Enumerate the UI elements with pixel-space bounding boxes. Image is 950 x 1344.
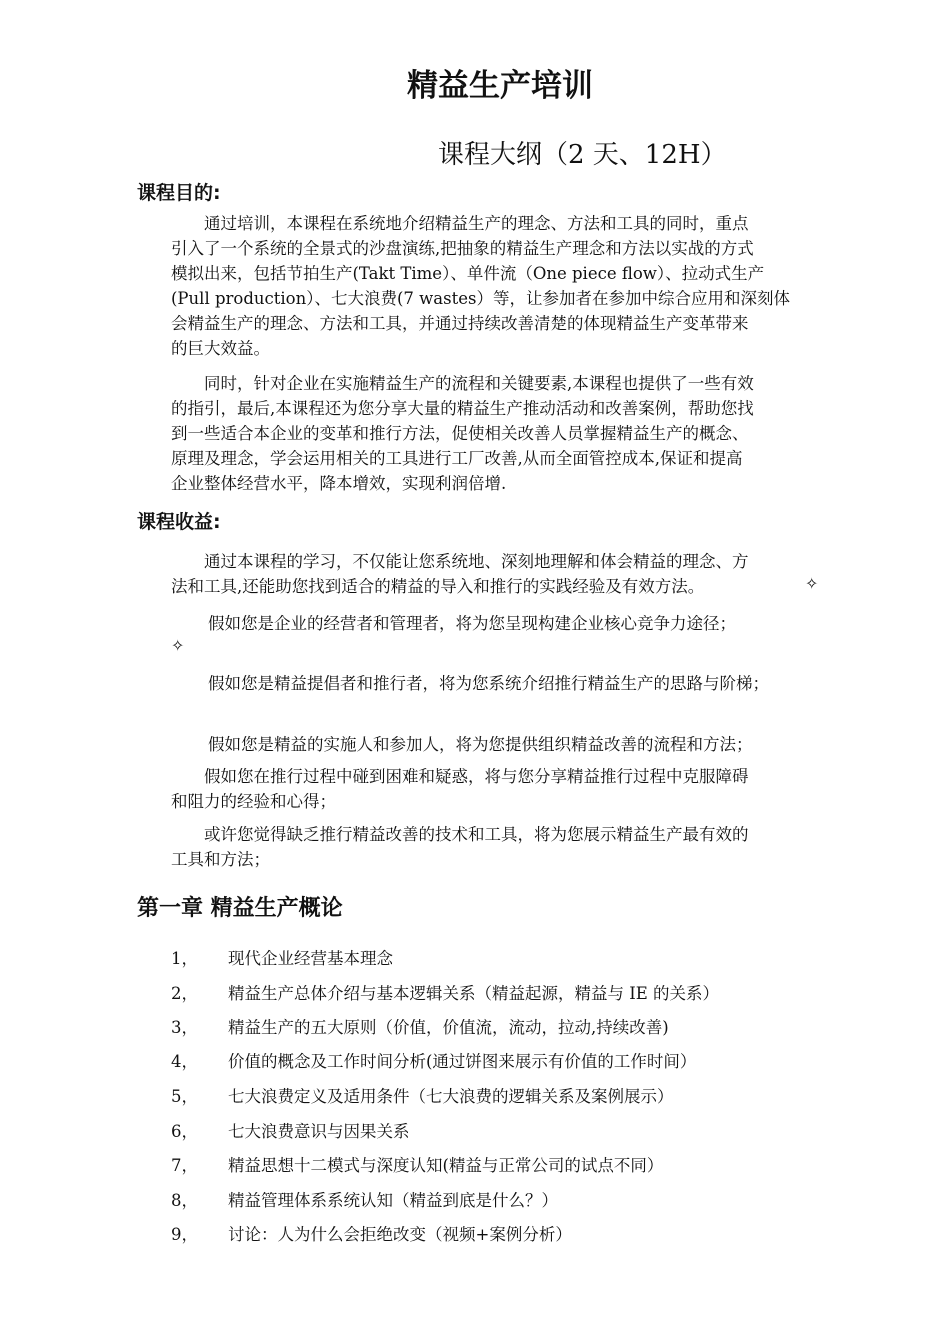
text-line: 和阻力的经验和心得； [171, 792, 336, 811]
list-item-text: 精益生产总体介绍与基本逻辑关系（精益起源，精益与 IE 的关系） [228, 984, 720, 1003]
list-item-text: 七大浪费意识与因果关系 [228, 1122, 410, 1141]
text-line: 同时，针对企业在实施精益生产的流程和关键要素,本课程也提供了一些有效 [204, 374, 754, 393]
list-item-text: 七大浪费定义及适用条件（七大浪费的逻辑关系及案例展示） [228, 1087, 674, 1106]
list-item-number: 8， [171, 1191, 198, 1210]
list-item-text: 现代企业经营基本理念 [228, 949, 393, 968]
list-item-number: 3， [171, 1018, 198, 1037]
list-item-number: 9， [171, 1225, 198, 1244]
list-item-text: 精益管理体系系统认知（精益到底是什么？） [228, 1191, 558, 1210]
benefit-item-multiline [171, 764, 861, 814]
benefit-item: 假如您是精益的实施人和参加人，将为您提供组织精益改善的流程和方法； [208, 735, 753, 754]
list-item-number: 6， [171, 1122, 198, 1141]
list-item-number: 1， [171, 949, 198, 968]
text-line: 到一些适合本企业的变革和推行方法，促使相关改善人员掌握精益生产的概念、 [171, 424, 749, 443]
objective-paragraph-1 [171, 211, 861, 361]
list-item-number: 2， [171, 984, 198, 1003]
text-line: 假如您在推行过程中碰到困难和疑惑，将与您分享精益推行过程中克服障碍 [204, 767, 749, 786]
text-line: 通过培训，本课程在系统地介绍精益生产的理念、方法和工具的同时，重点 [204, 214, 749, 233]
list-item-number: 5， [171, 1087, 198, 1106]
text-line: 原理及理念，学会运用相关的工具进行工厂改善,从而全面管控成本,保证和提高 [171, 449, 743, 468]
benefit-item: 假如您是精益提倡者和推行者，将为您系统介绍推行精益生产的思路与阶梯； [208, 674, 769, 693]
chapter-title: 第一章 精益生产概论 [137, 896, 343, 921]
objective-paragraph-2 [171, 371, 861, 496]
objective-heading: 课程目的: [137, 182, 221, 204]
text-line: 引入了一个系统的全景式的沙盘演练,把抽象的精益生产理念和方法以实战的方式 [171, 239, 754, 258]
list-item-number: 7， [171, 1156, 198, 1175]
text-line: 模拟出来，包括节拍生产(Takt Time）、单件流（One piece flow）、拉动式生产 [171, 264, 765, 283]
text-line: 或许您觉得缺乏推行精益改善的技术和工具，将为您展示精益生产最有效的 [204, 825, 749, 844]
benefit-item-multiline [171, 822, 861, 872]
list-item-text: 价值的概念及工作时间分析(通过饼图来展示有价值的工作时间） [228, 1052, 697, 1071]
text-line: 通过本课程的学习，不仅能让您系统地、深刻地理解和体会精益的理念、方 [204, 552, 749, 571]
text-line: 会精益生产的理念、方法和工具，并通过持续改善清楚的体现精益生产变革带来 [171, 314, 749, 333]
list-item-number: 4， [171, 1052, 198, 1071]
text-line: 的巨大效益。 [171, 339, 270, 358]
text-line: 的指引，最后,本课程还为您分享大量的精益生产推动活动和改善案例，帮助您找 [171, 399, 754, 418]
benefit-heading: 课程收益: [137, 511, 221, 533]
list-item-text: 精益思想十二模式与深度认知(精益与正常公司的试点不同） [228, 1156, 664, 1175]
benefit-paragraph-1 [171, 549, 861, 599]
list-item-text: 精益生产的五大原则（价值，价值流，流动，拉动,持续改善) [228, 1018, 669, 1037]
diamond-bullet-icon: ✧ [805, 574, 819, 593]
text-line: 法和工具,还能助您找到适合的精益的导入和推行的实践经验及有效方法。 [171, 577, 705, 596]
text-line: 企业整体经营水平，降本增效，实现利润倍增. [171, 474, 507, 493]
document-subtitle: 课程大纲（2 天、12H） [438, 140, 727, 170]
benefit-item: 假如您是企业的经营者和管理者，将为您呈现构建企业核心竞争力途径； [208, 614, 736, 633]
document-title: 精益生产培训 [407, 68, 593, 104]
list-item-text: 讨论：人为什么会拒绝改变（视频+案例分析） [228, 1225, 572, 1244]
text-line: (Pull production）、七大浪费(7 wastes）等，让参加者在参加中综合应用和深刻体 [171, 289, 790, 308]
diamond-bullet-icon: ✧ [171, 636, 185, 655]
text-line: 工具和方法； [171, 850, 270, 869]
